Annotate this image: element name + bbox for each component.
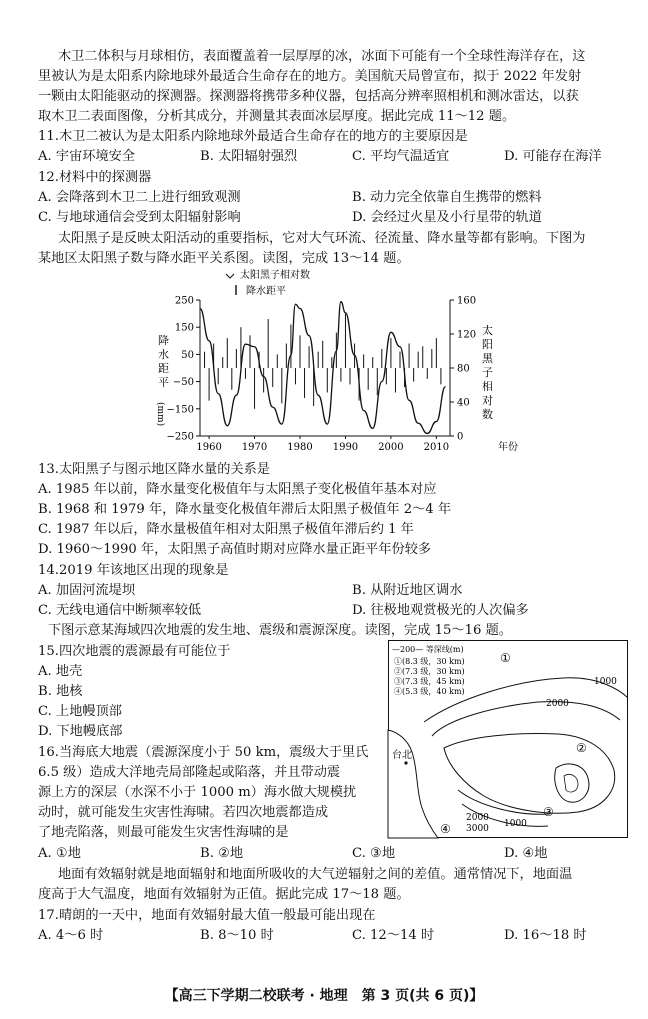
q11-option-a[interactable]: A. 宇宙环境安全 xyxy=(38,149,136,164)
taipei-dot xyxy=(404,761,407,764)
q14-option-d[interactable]: D. 往极地观赏极光的人次偏多 xyxy=(352,603,529,618)
q14-option-b[interactable]: B. 从附近地区调水 xyxy=(352,583,463,598)
question-16-line-3: 源上方的深层（水深不小于 1000 m）海水做大规模扰 xyxy=(38,785,357,800)
q15-option-b[interactable]: B. 地核 xyxy=(38,684,83,699)
q16-option-a[interactable]: A. ①地 xyxy=(38,846,81,861)
left-axis-label-char: 平 xyxy=(158,376,169,389)
q17-option-a[interactable]: A. 4～6 时 xyxy=(38,928,104,943)
right-tick-label: 80 xyxy=(457,363,470,375)
quake-marker-2: ② xyxy=(576,741,587,755)
passage1-line-4: 取木卫二表面图像，分析其成分，并测量其表面冰层厚度。据此完成 11～12 题。 xyxy=(38,109,516,124)
sunspot-precipitation-chart xyxy=(150,268,518,458)
left-tick-label: 50 xyxy=(181,349,194,361)
q12-option-a[interactable]: A. 会降落到木卫二上进行细致观测 xyxy=(38,190,241,205)
contour-label-3000: 3000 xyxy=(466,824,489,834)
quake-marker-1: ① xyxy=(500,651,511,665)
q16-option-b[interactable]: B. ②地 xyxy=(200,846,244,861)
right-tick-label: 160 xyxy=(457,295,477,307)
x-tick-label: 2010 xyxy=(423,442,450,453)
question-17-stem: 17.晴朗的一天中，地面有效辐射最大值一般最可能出现在 xyxy=(38,908,376,923)
right-axis-label-char: 阳 xyxy=(482,338,493,351)
contour-label-1000-south: 1000 xyxy=(504,819,527,829)
passage3: 下图示意某海域四次地震的发生地、震级和震源深度。读图，完成 15～16 题。 xyxy=(48,623,512,638)
x-tick-label: 1980 xyxy=(287,442,313,453)
right-axis-label xyxy=(482,323,494,421)
q16-option-d[interactable]: D. ④地 xyxy=(504,846,548,861)
passage1-line-1: 木卫二体积与月球相仿，表面覆盖着一层厚厚的冰，冰面下可能有一个全球性海洋存在，这 xyxy=(58,49,586,64)
question-15-stem: 15.四次地震的震源最有可能位于 xyxy=(38,644,231,659)
left-tick-label: 150 xyxy=(174,322,194,334)
left-axis-label-char: 降 xyxy=(158,334,169,347)
q12-option-b[interactable]: B. 动力完全依靠自生携带的燃料 xyxy=(352,190,542,205)
chart-legend xyxy=(226,268,310,297)
q13-option-d[interactable]: D. 1960～1990 年，太阳黑子高值时期对应降水量正距平年份较多 xyxy=(38,542,432,557)
contour-label-1000: 1000 xyxy=(594,677,617,687)
x-tick-label: 2000 xyxy=(378,442,404,453)
map-legend-3: ③(7.3 级，45 km) xyxy=(394,677,465,686)
question-13-stem: 13.太阳黑子与图示地区降水量的关系是 xyxy=(38,462,270,477)
map-legend-2: ②(7.3 级，30 km) xyxy=(394,667,465,676)
passage2-line-2: 某地区太阳黑子数与降水距平关系图。读图，完成 13～14 题。 xyxy=(38,251,410,266)
question-16-line-5: 了地壳陷落，则最可能发生灾害性海啸的是 xyxy=(38,825,289,840)
left-axis-label-char: 水 xyxy=(158,348,169,361)
earthquake-map xyxy=(388,640,628,838)
q13-option-b[interactable]: B. 1968 和 1979 年，降水量变化极值年滞后太阳黑子极值年 2～4 年 xyxy=(38,502,452,517)
quake-marker-3: ③ xyxy=(543,805,554,819)
place-taipei: 台北 xyxy=(392,750,412,761)
q17-option-d[interactable]: D. 16～18 时 xyxy=(504,928,587,943)
q16-option-c[interactable]: C. ③地 xyxy=(352,846,396,861)
x-tick-label: 1990 xyxy=(332,442,359,453)
q12-option-d[interactable]: D. 会经过火星及小行星带的轨道 xyxy=(352,210,542,225)
left-tick-label: −250 xyxy=(166,431,194,443)
x-tick-label: 1970 xyxy=(241,442,268,453)
left-tick-label: −50 xyxy=(172,377,194,389)
q11-option-b[interactable]: B. 太阳辐射强烈 xyxy=(200,149,298,164)
map-legend-contour: —200— 等深线(m) xyxy=(392,645,464,654)
q17-option-b[interactable]: B. 8～10 时 xyxy=(200,928,274,943)
right-axis-label-char: 对 xyxy=(482,394,493,407)
passage2-line-1: 太阳黑子是反映太阳活动的重要指标，它对大气环流、径流量、降水量等都有影响。下图为 xyxy=(58,231,586,246)
question-14-stem: 14.2019 年该地区出现的现象是 xyxy=(38,563,229,578)
contour-label-2000-south: 2000 xyxy=(466,813,489,823)
q11-option-d[interactable]: D. 可能存在海洋 xyxy=(504,149,602,164)
page-footer: 【高三下学期二校联考 · 地理 第 3 页(共 6 页)】 xyxy=(164,988,484,1004)
right-tick-label: 0 xyxy=(457,431,464,443)
right-axis-label-char: 相 xyxy=(482,380,493,393)
q15-option-a[interactable]: A. 地壳 xyxy=(38,664,83,679)
quake-marker-4: ④ xyxy=(440,822,451,836)
left-tick-label: −150 xyxy=(166,404,194,416)
right-axis-label-char: 太 xyxy=(482,324,493,337)
passage1-line-3: 一颗由太阳能驱动的探测器。探测器将携带多种仪器，包括高分辨率照相机和测冰雷达，以获 xyxy=(38,89,579,104)
q13-option-a[interactable]: A. 1985 年以前，降水量变化极值年与太阳黑子变化极值年基本对应 xyxy=(38,482,437,497)
x-tick-label: 1960 xyxy=(196,442,222,453)
legend-precip: 降水距平 xyxy=(246,286,286,297)
passage4-line-2: 度高于大气温度，地面有效辐射为正值。据此完成 17～18 题。 xyxy=(38,887,410,902)
q15-option-c[interactable]: C. 上地幔顶部 xyxy=(38,704,122,719)
q11-option-c[interactable]: C. 平均气温适宜 xyxy=(352,149,450,164)
q15-option-d[interactable]: D. 下地幔底部 xyxy=(38,724,123,739)
left-tick-label: 250 xyxy=(174,295,194,307)
right-axis-label-char: 黑 xyxy=(482,352,493,365)
right-axis-label-char: 数 xyxy=(482,408,493,421)
question-16-line-2: 6.5 级）造成大洋地壳局部隆起或陷落，并且带动震 xyxy=(38,765,341,780)
q17-option-c[interactable]: C. 12～14 时 xyxy=(352,928,435,943)
q12-option-c[interactable]: C. 与地球通信会受到太阳辐射影响 xyxy=(38,210,241,225)
question-11-stem: 11.木卫二被认为是太阳系内除地球外最适合生命存在的地方的主要原因是 xyxy=(38,129,468,144)
map-legend-4: ④(5.3 级，40 km) xyxy=(394,687,465,696)
question-16-line-4: 动时，就可能发生灾害性海啸。若四次地震都造成 xyxy=(38,805,329,820)
question-12-stem: 12.材料中的探测器 xyxy=(38,170,152,185)
left-axis-label-char: 距 xyxy=(158,362,169,375)
map-legend-1: ①(8.3 级，30 km) xyxy=(394,657,465,666)
right-tick-label: 40 xyxy=(457,397,470,409)
contour-label-2000: 2000 xyxy=(546,699,569,709)
passage1-line-2: 里被认为是太阳系内除地球外最适合生命存在的地方。美国航天局曾宣布，拟于 2022 年发射 xyxy=(38,69,582,84)
q14-option-c[interactable]: C. 无线电通信中断频率较低 xyxy=(38,603,202,618)
q13-option-c[interactable]: C. 1987 年以后，降水量极值年相对太阳黑子极值年滞后约 1 年 xyxy=(38,522,414,537)
question-16-line-1: 16.当海底大地震（震源深度小于 50 km，震级大于里氏 xyxy=(38,745,369,760)
x-axis-label: 年份 xyxy=(498,442,518,453)
left-axis-unit: (mm) xyxy=(155,402,165,427)
right-axis-label-char: 子 xyxy=(482,366,493,379)
right-tick-label: 120 xyxy=(457,329,477,341)
q14-option-a[interactable]: A. 加固河流堤坝 xyxy=(38,583,136,598)
passage4-line-1: 地面有效辐射就是地面辐射和地面所吸收的大气逆辐射之间的差值。通常情况下，地面温 xyxy=(58,867,573,882)
legend-sunspot: 太阳黑子相对数 xyxy=(240,270,310,281)
